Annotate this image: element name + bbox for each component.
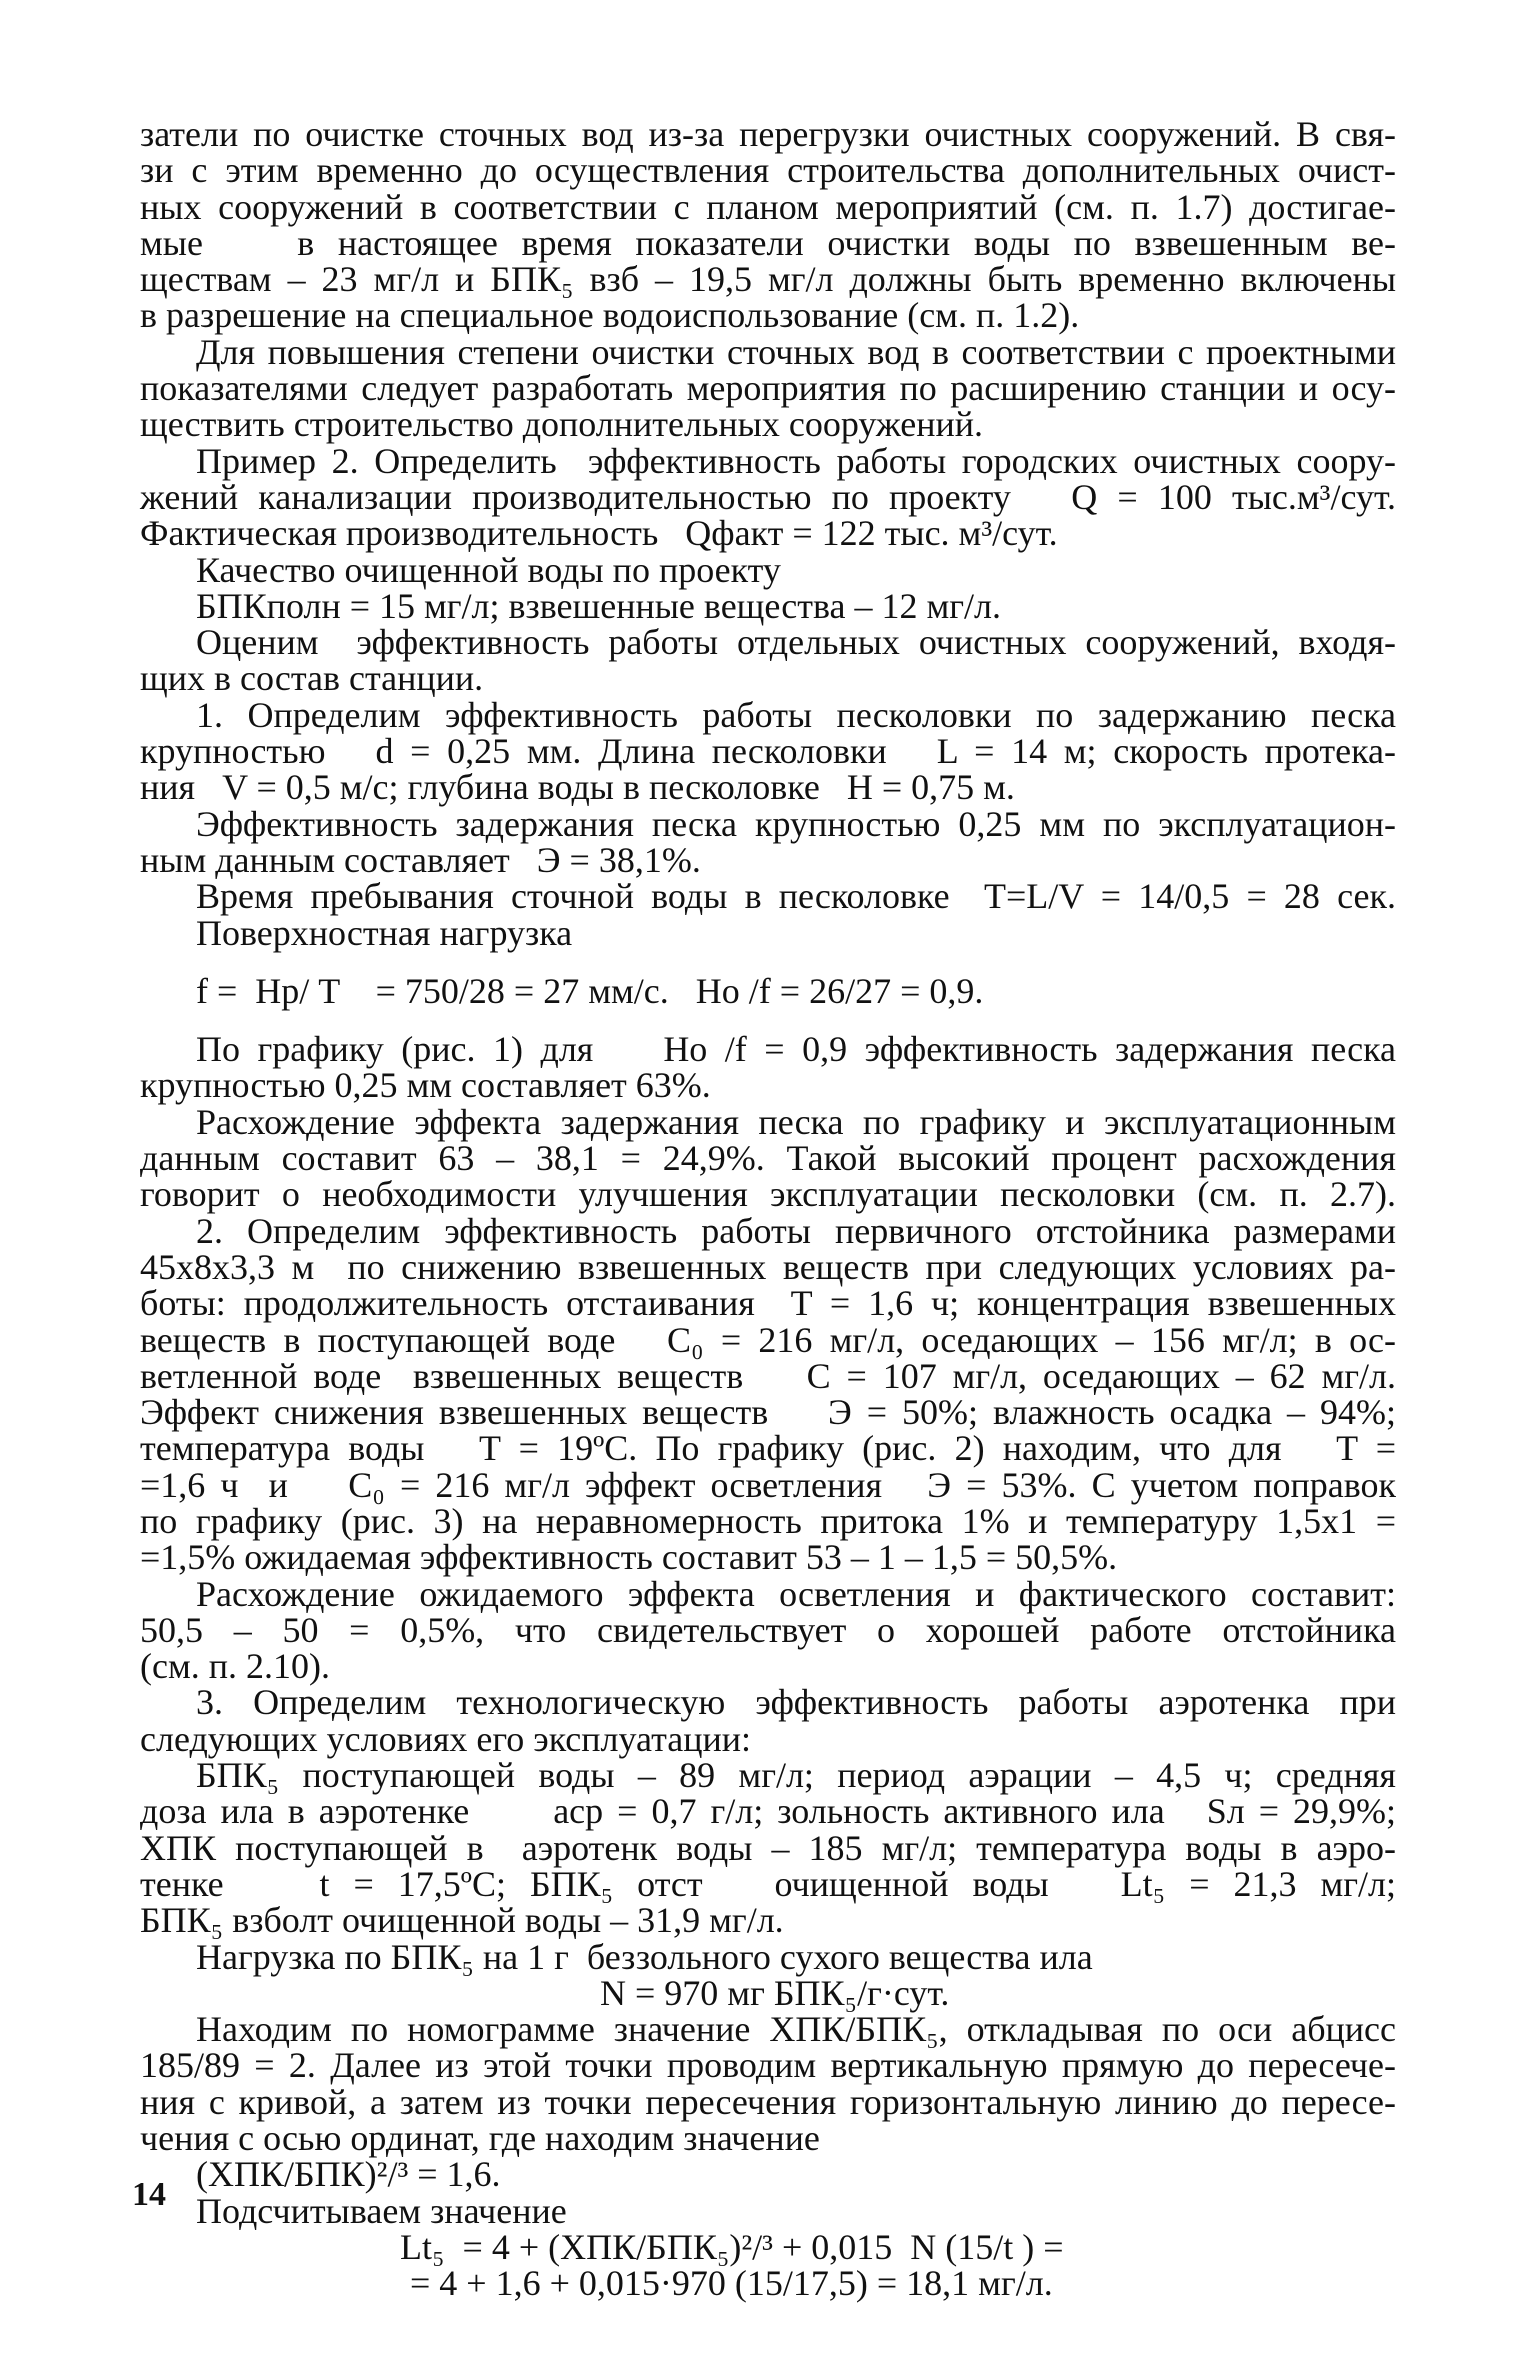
text-line: f = Hр/ T = 750/28 = 27 мм/с. Hо /f = 26/27 = 0,9. [196,970,984,1011]
text-line: Оценим эффективность работы отдельных очистных сооружений, входя- [196,622,1396,663]
text-line: щих в состав станции. [140,658,484,699]
text-line: Эффективность задержания песка крупностью 0,25 мм по эксплуатацион- [196,803,1396,844]
text-line: (см. п. 2.10). [140,1646,331,1687]
text-line: БПКполн = 15 мг/л; взвешенные вещества – 12 мг/л. [196,585,1001,626]
text-line: жений канализации производительностью по проекту Q = 100 тыс.м³/сут. [140,476,1396,517]
text-line: затели по очистке сточных вод из-за перегрузки очистных сооружений. В свя- [140,114,1396,154]
text-line: Время пребывания сточной воды в песколовке T=L/V = 14/0,5 = 28 сек. [196,876,1396,917]
text-line: Расхождение эффекта задержания песка по графику и эксплуатационным [196,1101,1396,1142]
page-text [140,116,1396,2302]
text-line: Качество очищенной воды по проекту [196,549,781,590]
text-line: БПК₅ взболт очищенной воды – 31,9 мг/л. [140,1900,784,1941]
text-line: ветленной воде взвешенных веществ C = 107 мг/л, оседающих – 62 мг/л. [140,1355,1396,1396]
text-line: в разрешение на специальное водоиспользование (см. п. 1.2). [140,295,1080,336]
text-line: по графику (рис. 3) на неравномерность притока 1% и температуру 1,5х1 = [140,1500,1396,1541]
text-line: 45х8х3,3 м по снижению взвешенных веществ при следующих условиях ра- [140,1246,1396,1287]
text-line: БПК₅ поступающей воды – 89 мг/л; период аэрации – 4,5 ч; средняя [196,1755,1396,1796]
text-line [140,1009,1396,1031]
text-line: боты: продолжительность отстаивания T = 1,6 ч; концентрация взвешенных [140,1283,1396,1324]
text-line: веществ в поступающей воде C₀ = 216 мг/л, оседающих – 156 мг/л; в ос- [140,1319,1396,1360]
text-line: мые в настоящее время показатели очистки воды по взвешенным ве- [140,222,1396,263]
text-line: тенке t = 17,5ºC; БПК₅ отст очищенной воды Lt₅ = 21,3 мг/л; [140,1863,1396,1904]
text-line: температура воды T = 19ºC. По графику (рис. 2) находим, что для T = [140,1428,1396,1469]
text-line: 2. Определим эффективность работы первичного отстойника размерами [196,1210,1396,1251]
text-line: =1,6 ч и C₀ = 216 мг/л эффект осветления Э = 53%. С учетом поправок [140,1464,1396,1505]
text-line: крупностью d = 0,25 мм. Длина песколовки L = 14 м; скорость протека- [140,731,1396,772]
text-line: Эффект снижения взвешенных веществ Э = 50%; влажность осадка – 94%; [140,1392,1396,1433]
text-line: ществить строительство дополнительных сооружений. [140,404,984,445]
text-line: = 4 + 1,6 + 0,015·970 (15/17,5) = 18,1 мг/л. [410,2263,1053,2304]
text-line: По графику (рис. 1) для Hо /f = 0,9 эффективность задержания песка [196,1029,1396,1070]
text-line: Для повышения степени очистки сточных вод в соответствии с проектными [196,331,1396,372]
text-line: Находим по номограмме значение ХПК/БПК₅, откладывая по оси абцисс [196,2009,1396,2050]
text-line: ных сооружений в соответствии с планом мероприятий (см. п. 1.7) достигае- [140,186,1396,227]
text-line: 50,5 – 50 = 0,5%, что свидетельствует о хорошей работе отстойника [140,1609,1396,1650]
text-line: Подсчитываем значение [196,2190,567,2231]
text-line: N = 970 мг БПК₅/г·сут. [600,1972,950,2013]
text-line [140,951,1396,973]
text-line: зи с этим временно до осуществления строительства дополнительных очист- [140,150,1396,191]
text-line: Lt₅ = 4 + (ХПК/БПК₅)²/³ + 0,015 N (15/t ) = [400,2226,1064,2267]
text-line: Нагрузка по БПК₅ на 1 г беззольного сухого вещества ила [196,1936,1093,1977]
text-line: 185/89 = 2. Далее из этой точки проводим вертикальную прямую до пересече- [140,2045,1396,2086]
text-line: ществам – 23 мг/л и БПК₅ взб – 19,5 мг/л должны быть временно включены [140,259,1396,300]
text-line: Расхождение ожидаемого эффекта осветления и фактического составит: [196,1573,1396,1614]
text-line: =1,5% ожидаемая эффективность составит 53 – 1 – 1,5 = 50,5%. [140,1537,1118,1578]
text-line: 1. Определим эффективность работы песколовки по задержанию песка [196,694,1396,735]
text-line: ХПК поступающей в аэротенк воды – 185 мг/л; температура воды в аэро- [140,1827,1396,1868]
text-line: следующих условиях его эксплуатации: [140,1718,752,1759]
text-line: крупностью 0,25 мм составляет 63%. [140,1065,711,1106]
text-line: Фактическая производительность Qфакт = 122 тыс. м³/сут. [140,513,1058,554]
text-line: показателями следует разработать мероприятия по расширению станции и осу- [140,368,1396,409]
text-line: ния с кривой, а затем из точки пересечения горизонтальную линию до пересе- [140,2081,1396,2122]
text-line: Поверхностная нагрузка [196,912,573,953]
text-line: (ХПК/БПК)²/³ = 1,6. [196,2154,501,2195]
text-line: говорит о необходимости улучшения эксплуатации песколовки (см. п. 2.7). [140,1174,1396,1215]
text-line: Пример 2. Определить эффективность работы городских очистных соору- [196,440,1396,481]
text-line: 3. Определим технологическую эффективность работы аэротенка при [196,1682,1396,1723]
page-number: 14 [132,2176,166,2213]
text-line: ния V = 0,5 м/с; глубина воды в песколовке H = 0,75 м. [140,767,1015,808]
text-line: чения с осью ординат, где находим значение [140,2118,820,2159]
text-line: доза ила в аэротенке aср = 0,7 г/л; зольность активного ила Sл = 29,9%; [140,1791,1396,1832]
text-line: ным данным составляет Э = 38,1%. [140,839,701,880]
text-line: данным составит 63 – 38,1 = 24,9%. Такой высокий процент расхождения [140,1138,1396,1179]
